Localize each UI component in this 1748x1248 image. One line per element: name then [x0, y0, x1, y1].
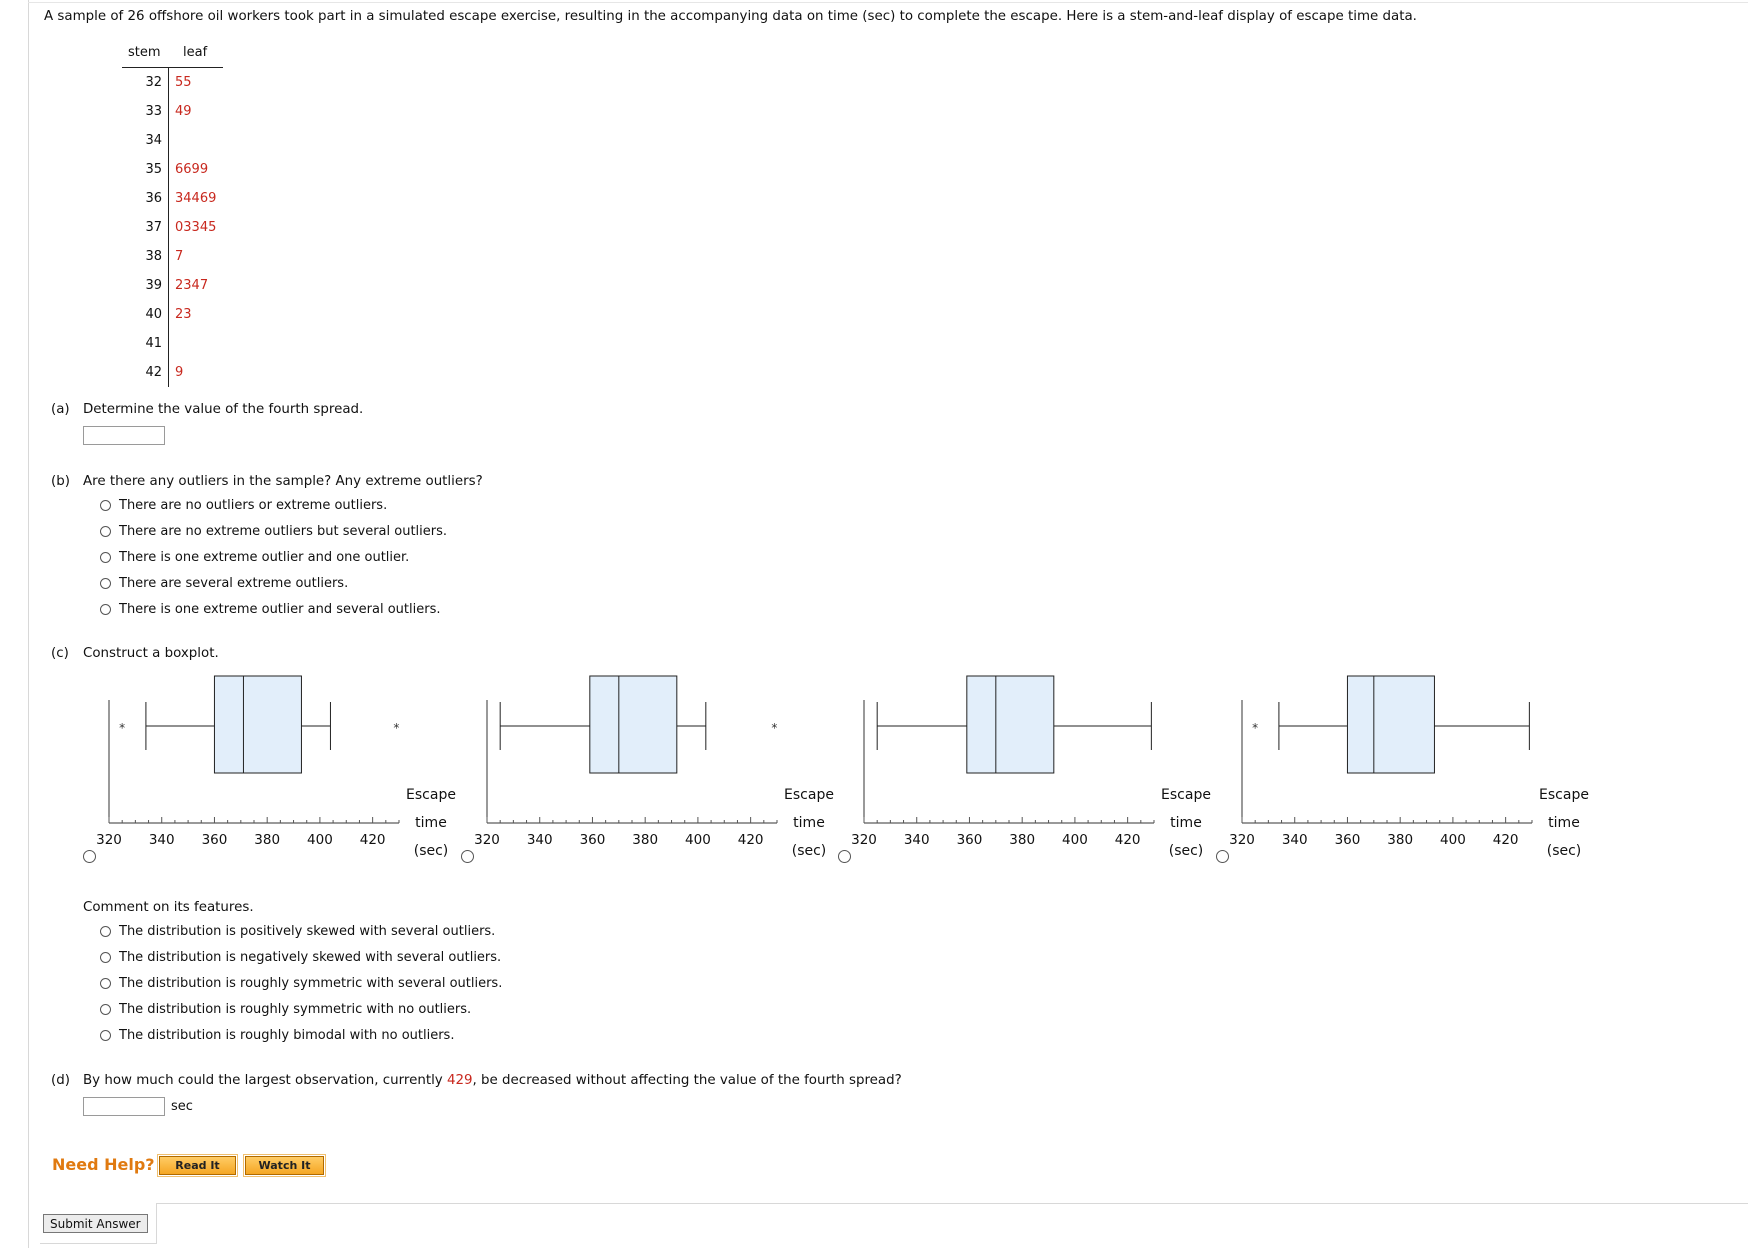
- box-iqr: [967, 676, 1054, 773]
- radio-button[interactable]: [100, 604, 111, 615]
- axis-label: (sec): [413, 843, 449, 859]
- comment-prompt: Comment on its features.: [83, 900, 254, 915]
- radio-button[interactable]: [100, 952, 111, 963]
- radio-button[interactable]: [100, 926, 111, 937]
- radio-button[interactable]: [100, 526, 111, 537]
- read-it-button[interactable]: Read It: [159, 1156, 236, 1175]
- leaf-value: 7: [175, 249, 184, 264]
- part-b-question: Are there any outliers in the sample? Any extreme outliers?: [83, 474, 483, 489]
- outlier-marker: *: [393, 721, 400, 735]
- tick-label: 380: [632, 832, 659, 848]
- tick-label: 360: [1334, 832, 1361, 848]
- leaf-value: 23: [175, 307, 192, 322]
- part-c-question: Construct a boxplot.: [83, 646, 219, 661]
- leaf-value: 03345: [175, 220, 217, 235]
- axis-label: (sec): [1546, 843, 1582, 859]
- box-iqr: [590, 676, 677, 773]
- part-a-label: (a): [51, 402, 70, 417]
- tick-label: 400: [307, 832, 333, 848]
- tick-label: 380: [1009, 832, 1036, 848]
- largest-observation-value: 429: [446, 1073, 473, 1088]
- axis-label: Escape: [784, 787, 834, 803]
- tick-label: 400: [685, 832, 711, 848]
- radio-button[interactable]: [100, 1030, 111, 1041]
- leaf-header: leaf: [183, 45, 208, 60]
- tick-label: 340: [526, 832, 553, 848]
- boxplot-choice-4-radio[interactable]: [1216, 850, 1229, 863]
- tick-label: 340: [148, 832, 175, 848]
- option-label: The distribution is negatively skewed with several outliers.: [119, 950, 502, 965]
- tick-label: 420: [737, 832, 764, 848]
- option-label: There is one extreme outlier and one outlier.: [119, 550, 410, 565]
- leaf-value: 49: [175, 104, 192, 119]
- tick-label: 360: [201, 832, 228, 848]
- outlier-option-3[interactable]: [100, 550, 409, 565]
- feature-option-4[interactable]: [100, 1002, 471, 1017]
- stem-value: 38: [145, 249, 162, 264]
- question-intro: A sample of 26 offshore oil workers took part in a simulated escape exercise, resulting in the accompanying data on time (sec) to complete the escape. Here is a stem-and-leaf display of escape time data.: [44, 9, 1417, 24]
- leaf-value: 55: [175, 75, 192, 90]
- axis-label: time: [793, 815, 825, 831]
- radio-button[interactable]: [100, 500, 111, 511]
- axis-label: (sec): [791, 843, 827, 859]
- part-d-text-after: , be decreased without affecting the value of the fourth spread?: [472, 1073, 902, 1088]
- boxplot-choice-1-radio[interactable]: [83, 850, 96, 863]
- part-c-label: (c): [51, 646, 69, 661]
- part-d-text-before: By how much could the largest observation, currently: [83, 1073, 447, 1088]
- tick-label: 380: [254, 832, 281, 848]
- part-a-question: Determine the value of the fourth spread.: [83, 402, 364, 417]
- boxplot-choice-3-radio[interactable]: [838, 850, 851, 863]
- stem-value: 40: [145, 307, 162, 322]
- outlier-option-5[interactable]: [100, 602, 440, 617]
- stem-value: 37: [145, 220, 162, 235]
- outlier-option-2[interactable]: [100, 524, 447, 539]
- leaf-value: 2347: [175, 278, 209, 293]
- axis-label: Escape: [1539, 787, 1589, 803]
- tick-label: 420: [1492, 832, 1519, 848]
- radio-button[interactable]: [100, 578, 111, 589]
- leaf-value: 6699: [175, 162, 209, 177]
- option-label: There is one extreme outlier and several outliers.: [119, 602, 441, 617]
- tick-label: 340: [903, 832, 930, 848]
- tick-label: 320: [96, 832, 122, 848]
- outlier-option-4[interactable]: [100, 576, 348, 591]
- option-label: The distribution is roughly bimodal with no outliers.: [119, 1028, 455, 1043]
- content-frame-top: [28, 2, 1748, 3]
- axis-label: (sec): [1168, 843, 1204, 859]
- tick-label: 320: [1229, 832, 1255, 848]
- outlier-marker: *: [1252, 721, 1259, 735]
- stem-leaf-header-rule: [122, 67, 223, 68]
- tick-label: 340: [1281, 832, 1308, 848]
- radio-button[interactable]: [100, 552, 111, 563]
- stem-value: 34: [145, 133, 162, 148]
- feature-option-3[interactable]: [100, 976, 502, 991]
- tick-label: 320: [474, 832, 500, 848]
- tick-label: 320: [851, 832, 877, 848]
- bottom-rule: [157, 1203, 1748, 1204]
- stem-value: 35: [145, 162, 162, 177]
- radio-button[interactable]: [100, 978, 111, 989]
- axis-label: time: [1170, 815, 1202, 831]
- unit-label: sec: [171, 1099, 193, 1114]
- stem-header: stem: [128, 45, 161, 60]
- radio-button[interactable]: [100, 1004, 111, 1015]
- part-d-label: (d): [51, 1073, 70, 1088]
- feature-option-5[interactable]: [100, 1028, 454, 1043]
- option-label: The distribution is positively skewed with several outliers.: [119, 924, 496, 939]
- leaf-value: 9: [175, 365, 184, 380]
- feature-option-2[interactable]: [100, 950, 501, 965]
- content-frame-left: [28, 0, 29, 1248]
- stem-value: 41: [145, 336, 162, 351]
- outlier-marker: *: [771, 721, 778, 735]
- need-help-label: Need Help?: [52, 1155, 155, 1174]
- stem-value: 36: [145, 191, 162, 206]
- option-label: There are several extreme outliers.: [119, 576, 349, 591]
- axis-label: Escape: [1161, 787, 1211, 803]
- axis-label: time: [1548, 815, 1580, 831]
- stem-leaf-divider: [168, 67, 169, 387]
- stem-value: 39: [145, 278, 162, 293]
- axis-label: Escape: [406, 787, 456, 803]
- leaf-value: 34469: [175, 191, 217, 206]
- outlier-marker: *: [119, 721, 126, 735]
- box-iqr: [214, 676, 301, 773]
- tick-label: 420: [1114, 832, 1141, 848]
- fourth-spread-input[interactable]: [83, 426, 165, 445]
- decrease-amount-input[interactable]: [83, 1097, 165, 1116]
- tick-label: 400: [1062, 832, 1088, 848]
- watch-it-button[interactable]: Watch It: [245, 1156, 324, 1175]
- option-label: There are no extreme outliers but several outliers.: [119, 524, 448, 539]
- submit-answer-button[interactable]: Submit Answer: [43, 1214, 148, 1233]
- stem-value: 42: [145, 365, 162, 380]
- option-label: The distribution is roughly symmetric with several outliers.: [119, 976, 503, 991]
- outlier-option-1[interactable]: [100, 498, 387, 513]
- tick-label: 360: [579, 832, 606, 848]
- part-d-question: [83, 1073, 902, 1088]
- feature-option-1[interactable]: [100, 924, 495, 939]
- tick-label: 400: [1440, 832, 1466, 848]
- boxplot-choice-2-radio[interactable]: [461, 850, 474, 863]
- tick-label: 420: [359, 832, 386, 848]
- stem-value: 33: [145, 104, 162, 119]
- option-label: There are no outliers or extreme outliers.: [119, 498, 388, 513]
- option-label: The distribution is roughly symmetric with no outliers.: [119, 1002, 472, 1017]
- stem-value: 32: [145, 75, 162, 90]
- boxplot-choices: [0, 660, 1748, 920]
- box-iqr: [1347, 676, 1434, 773]
- axis-label: time: [415, 815, 447, 831]
- tick-label: 360: [956, 832, 983, 848]
- tick-label: 380: [1387, 832, 1414, 848]
- part-b-label: (b): [51, 474, 70, 489]
